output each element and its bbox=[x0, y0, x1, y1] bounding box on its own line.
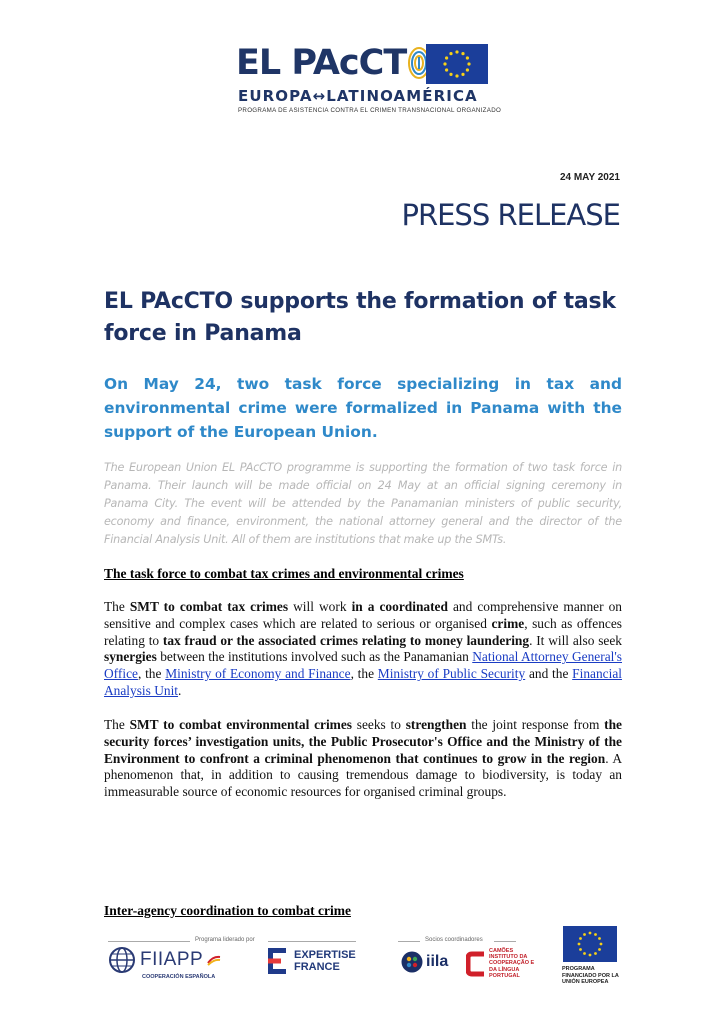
expertise-france-logo: EXPERTISE FRANCE bbox=[266, 946, 354, 976]
divider bbox=[494, 941, 516, 942]
iila-logo: iila bbox=[400, 950, 448, 974]
link-ministry-security[interactable]: Ministry of Public Security bbox=[377, 666, 526, 682]
led-by-label: Programa liderado por bbox=[195, 937, 255, 943]
coordinators-label: Socios coordinadores bbox=[425, 937, 483, 943]
fiiapp-logo: FIIAPP bbox=[108, 946, 221, 974]
logo-title: EL PAcCT bbox=[236, 42, 407, 83]
divider bbox=[398, 941, 420, 942]
section-heading-coordination: Inter-agency coordination to combat crime bbox=[104, 903, 351, 918]
doc-type-heading: PRESS RELEASE bbox=[401, 198, 620, 232]
divider bbox=[268, 941, 356, 942]
camoes-logo: CAMÕES INSTITUTO DA COOPERAÇÃO E DA LÍNGUA PORTUGAL bbox=[466, 948, 535, 979]
fiiapp-subtitle: COOPERACIÓN ESPAÑOLA bbox=[142, 974, 216, 980]
logo-subtitle: EUROPA↔LATINOAMÉRICA bbox=[238, 87, 478, 105]
release-date: 24 MAY 2021 bbox=[559, 172, 620, 183]
eu-flag-footer-icon bbox=[563, 926, 617, 962]
iila-globe-icon bbox=[400, 950, 424, 974]
link-ministry-economy[interactable]: Ministry of Economy and Finance bbox=[165, 666, 351, 682]
section-heading-task-force: The task force to combat tax crimes and environmental crimes bbox=[104, 566, 464, 581]
spanish-cooperation-icon bbox=[207, 954, 221, 966]
page-subtitle: On May 24, two task force specializing in tax and environmental crime were formalized in Panama with the support of the European Union. bbox=[104, 375, 622, 441]
page-title: EL PAcCTO supports the formation of task force in Panama bbox=[104, 289, 616, 346]
divider bbox=[108, 941, 190, 942]
globe-icon bbox=[108, 946, 136, 974]
logo-tagline: PROGRAMA DE ASISTENCIA CONTRA EL CRIMEN TRANSNACIONAL ORGANIZADO bbox=[238, 107, 502, 114]
tax-crimes-paragraph: The SMT to combat tax crimes will work in a coordinated and comprehensive manner on sensitive and complex cases which are related to serious or organised crime, such as offences relating to tax fraud or the associated crimes relating to money laundering. It will also seek synergies between the institutions involved such as the Panamanian National Attorney General's Office, the Ministry of Economy and Finance, the Ministry of Public Security and the Financial Analysis Unit. bbox=[104, 599, 623, 698]
intro-paragraph: The European Union EL PAcCTO programme is supporting the formation of two task force in Panama. Their launch will be made official on 24 May at an official signing ceremony in Panama City. The event will be attended by the Panamanian ministers of public security, economy and finance, environment, the national attorney general and the director of the Financial Analysis Unit. All of them are institutions that make up the SMTs. bbox=[104, 461, 622, 546]
environmental-crimes-paragraph: The SMT to combat environmental crimes seeks to strengthen the joint response from the security forces’ investigation units, the Public Prosecutor's Office and the Ministry of the Environment to confront a criminal phenomenon that continues to grow in the region. A phenomenon that, in addition to causing tremendous damage to biodiversity, is today an immeasurable source of economic resources for organised criminal groups. bbox=[104, 717, 622, 800]
eu-flag-icon bbox=[426, 44, 488, 84]
el-paccto-logo bbox=[236, 40, 502, 118]
expertise-france-icon bbox=[266, 946, 288, 976]
camoes-icon bbox=[466, 951, 486, 977]
link-financial-analysis-unit[interactable]: Financial Analysis Unit bbox=[104, 666, 623, 698]
link-attorney-general[interactable]: National Attorney General's Office bbox=[104, 649, 622, 682]
eu-funded-label: PROGRAMA FINANCIADO POR LA UNIÓN EUROPEA bbox=[562, 966, 619, 985]
